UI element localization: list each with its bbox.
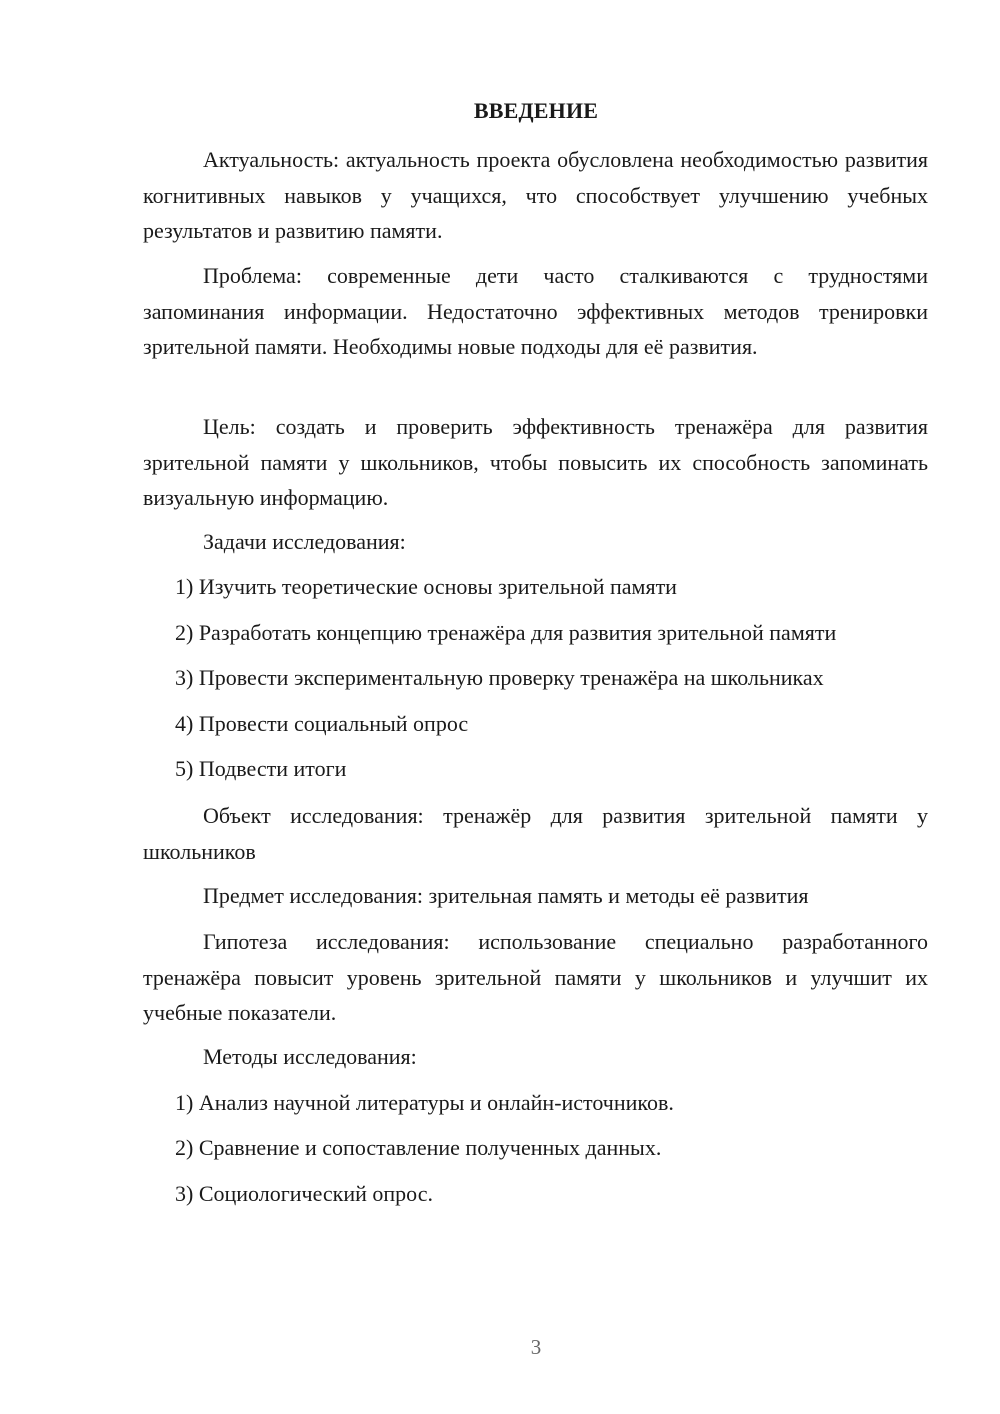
actuality-paragraph: Актуальность: актуальность проекта обусловлена необходимостью развития когнитивных навыков у учащихся, что способствует улучшению учебных результатов и развитию памяти. <box>143 147 928 244</box>
method-item: 2) Сравнение и сопоставление полученных данных. <box>175 1135 662 1160</box>
object-paragraph: Объект исследования: тренажёр для развития зрительной памяти у школьников <box>143 803 928 864</box>
method-item: 3) Социологический опрос. <box>175 1181 433 1206</box>
page-number: 3 <box>530 1335 542 1359</box>
method-item: 1) Анализ научной литературы и онлайн-источников. <box>175 1090 674 1115</box>
task-item: 3) Провести экспериментальную проверку тренажёра на школьниках <box>175 665 824 690</box>
hypothesis-paragraph: Гипотеза исследования: использование специально разработанного тренажёра повысит уровень зрительной памяти у школьников и улучшит их учебные показатели. <box>143 929 928 1026</box>
task-item: 4) Провести социальный опрос <box>175 711 469 736</box>
task-item: 1) Изучить теоретические основы зрительной памяти <box>175 574 677 599</box>
tasks-heading: Задачи исследования: <box>203 529 406 554</box>
task-item: 2) Разработать концепцию тренажёра для развития зрительной памяти <box>175 620 837 645</box>
methods-heading: Методы исследования: <box>203 1044 417 1069</box>
goal-paragraph: Цель: создать и проверить эффективность тренажёра для развития зрительной памяти у школьников, чтобы повысить их способность запоминать визуальную информацию. <box>143 414 928 511</box>
task-item: 5) Подвести итоги <box>175 756 347 781</box>
section-title: ВВЕДЕНИЕ <box>473 98 599 123</box>
subject-paragraph: Предмет исследования: зрительная память и методы её развития <box>203 883 809 908</box>
problem-paragraph: Проблема: современные дети часто сталкиваются с трудностями запоминания информации. Недостаточно эффективных методов тренировки зрительной памяти. Необходимы новые подходы для её развития. <box>143 263 928 360</box>
